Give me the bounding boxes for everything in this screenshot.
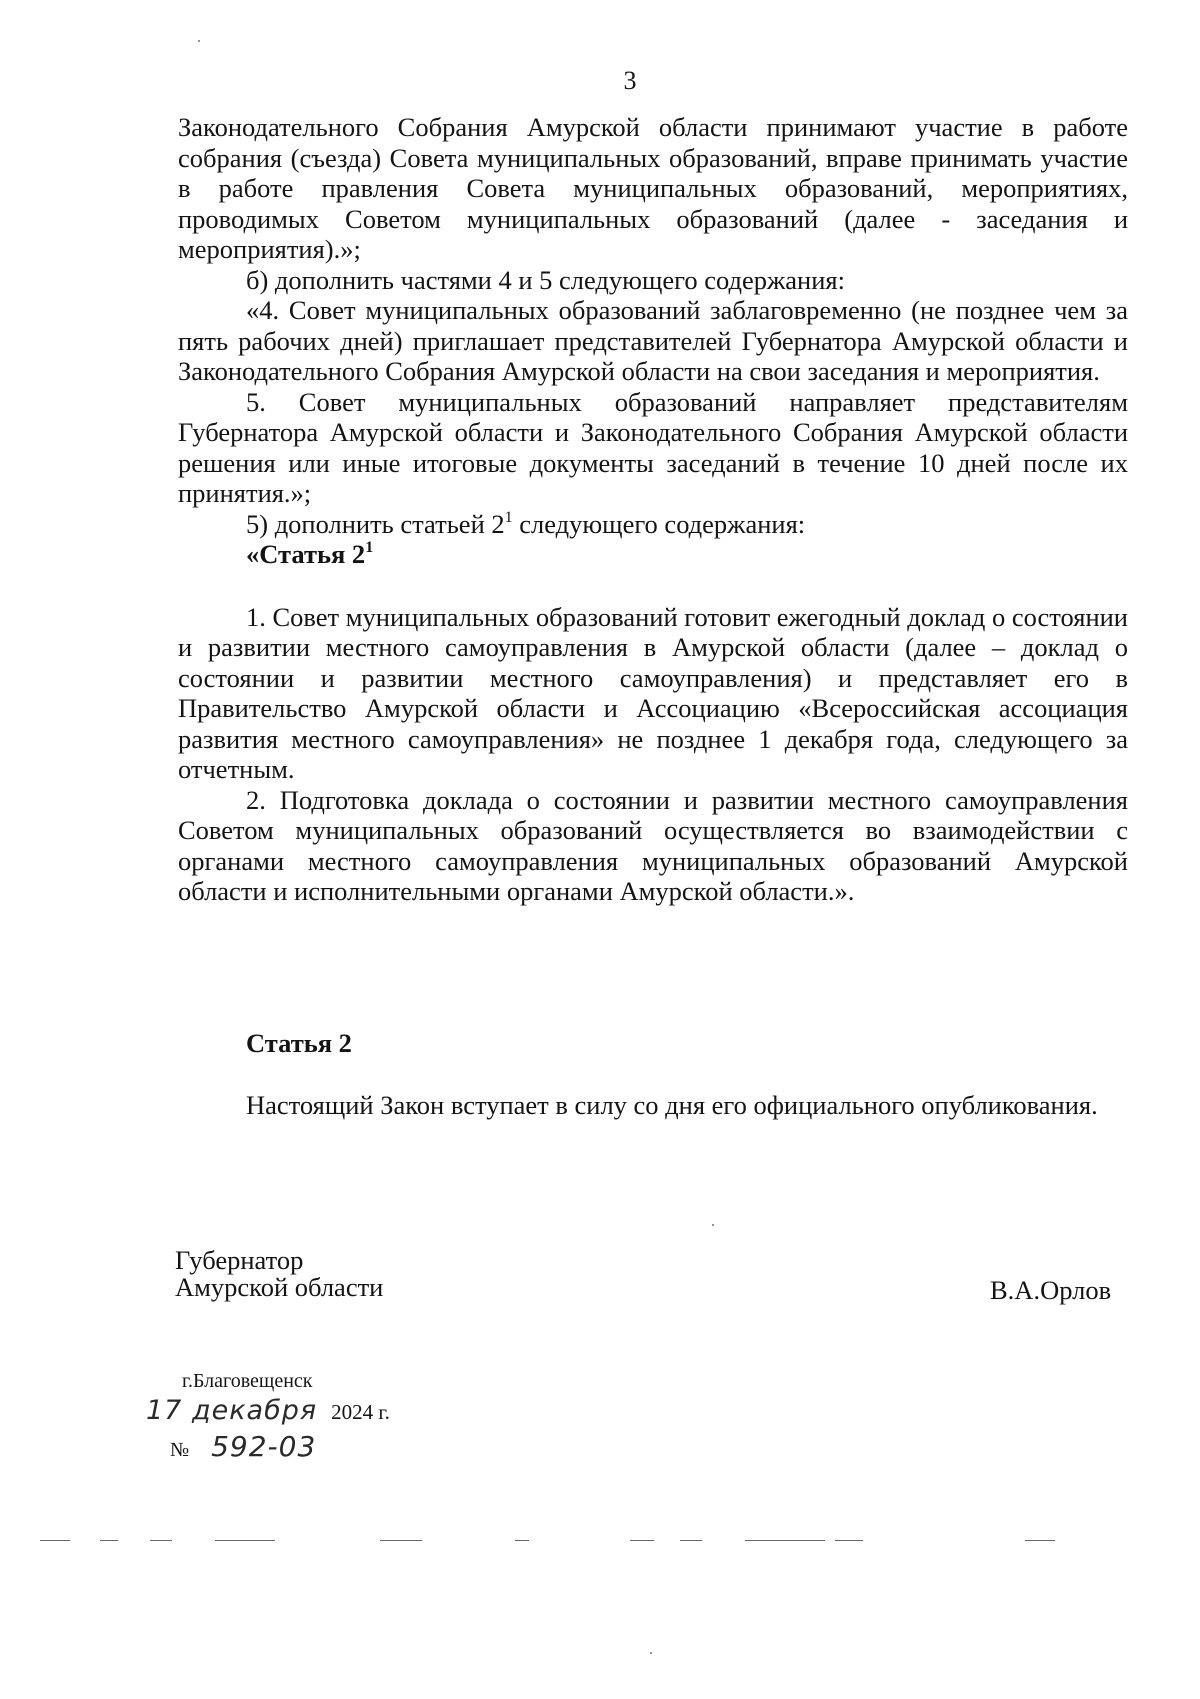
article-2-body [178,1090,1128,1121]
article-2-text: Настоящий Закон вступает в силу со дня его официального опубликования. [246,1090,1098,1120]
paragraph-part-4: «4. Совет муниципальных образований заблаговременно (не позднее чем за пять рабочих дней) приглашает представителей Губернатора Амурской области и Законодательного Собрания Амурской области на свои заседания и мероприятия. [178,295,1128,386]
handwritten-number: 592-03 [211,1430,317,1463]
item5-text-after: следующего содержания: [512,508,806,539]
scan-speck [650,1652,652,1654]
article-2-1-part-2: 2. Подготовка доклада о состоянии и развитии местного самоуправления Советом муниципальных образований осуществляется во взаимодействии с органами местного самоуправления муниципальных образований Амурской области и исполнительными органами Амурской области.». [178,784,1128,906]
signatory-position-line1: Губернатор [175,1245,304,1275]
signatory-position-line2: Амурской области [175,1272,384,1302]
article-2-1-part-1: 1. Совет муниципальных образований готовит ежегодный доклад о состоянии и развитии местного самоуправления в Амурской области (далее – доклад о состоянии и развитии местного самоуправления) и представляет его в Правительство Амурской области и Ассоциацию «Всероссийская ассоциация развития местного самоуправления» не позднее 1 декабря года, следующего за отчетным. [178,601,1128,784]
paragraph-item-5 [178,509,1128,540]
paragraph-continuation: Законодательного Собрания Амурской области принимают участие в работе собрания (съезда) Совета муниципальных образований, вправе принимать участие в работе правления Совета муниципальных образований, мероприятиях, проводимых Советом муниципальных образований (далее - заседания и мероприятия).»; [178,112,1128,264]
scan-speck [712,1224,714,1226]
article-2-title: Статья 2 [246,1028,352,1058]
signing-date [146,1395,390,1426]
place-of-signing: г.Благовещенск [182,1370,313,1392]
item5-superscript: 1 [504,508,513,526]
paragraph-item-b: б) дополнить частями 4 и 5 следующего содержания: [246,264,845,295]
law-number [170,1430,316,1463]
amendment-text [178,112,1128,907]
handwritten-date: 17 декабря [146,1395,318,1426]
signatory-position [175,1247,383,1301]
scan-artifact-line [40,1540,1160,1544]
page-number: 3 [623,66,637,95]
item5-text: 5) дополнить статьей 2 [246,508,505,539]
article-2-1-superscript: 1 [365,539,374,557]
paragraph-part-5: 5. Совет муниципальных образований направляет представителям Губернатора Амурской области и Законодательного Собрания Амурской области решения или иные итоговые документы заседаний в течение 10 дней после их принятия.»; [178,386,1128,508]
signatory-name: В.А.Орлов [990,1275,1112,1305]
article-2-1-heading-text: «Статья 2 [246,539,366,569]
number-sign: № [170,1439,190,1461]
date-year: 2024 г. [331,1400,390,1424]
article-2-1-heading [178,539,1128,570]
scan-speck [198,40,200,42]
